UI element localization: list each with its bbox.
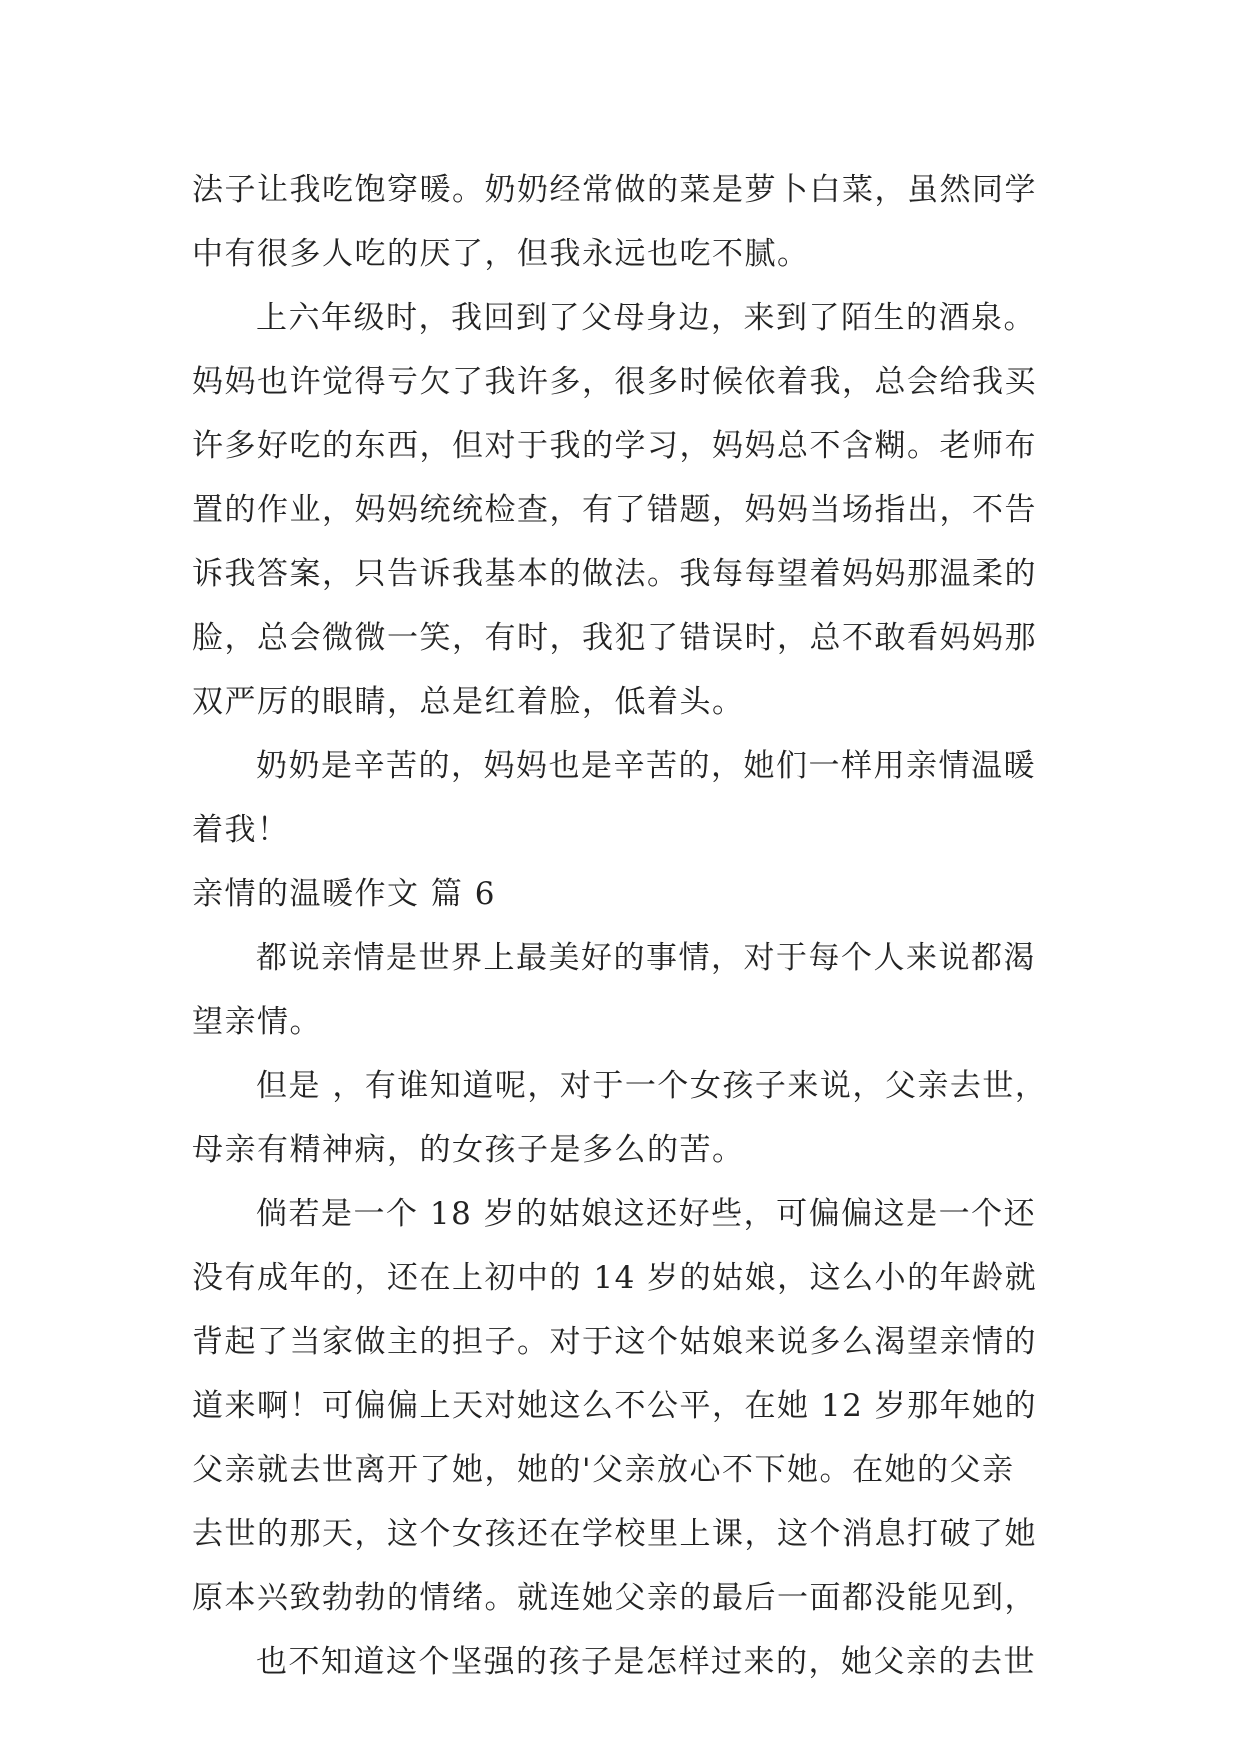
text-line: 中有很多人吃的厌了，但我永远也吃不腻。 [192,236,810,272]
text-line: 父亲就去世离开了她，她的'父亲放心不下她。在她的父亲 [192,1452,1015,1488]
text-line: 没有成年的，还在上初中的 14 岁的姑娘，这么小的年龄就 [192,1260,1038,1296]
paragraph-first-line: 都说亲情是世界上最美好的事情，对于每个人来说都渴 [256,940,1036,976]
text-line: 法子让我吃饱穿暖。奶奶经常做的菜是萝卜白菜，虽然同学 [192,172,1037,208]
paragraph-first-line: 奶奶是辛苦的，妈妈也是辛苦的，她们一样用亲情温暖 [256,748,1036,784]
paragraph-first-line: 也不知道这个坚强的孩子是怎样过来的，她父亲的去世 [256,1644,1036,1680]
text-line: 着我！ [192,812,290,848]
paragraph-first-line: 上六年级时，我回到了父母身边，来到了陌生的酒泉。 [256,300,1036,336]
text-line: 去世的那天，这个女孩还在学校里上课，这个消息打破了她 [192,1516,1037,1552]
text-line: 母亲有精神病，的女孩子是多么的苦。 [192,1132,745,1168]
text-line: 原本兴致勃勃的情绪。就连她父亲的最后一面都没能见到， [192,1580,1037,1616]
text-line: 许多好吃的东西，但对于我的学习，妈妈总不含糊。老师布 [192,428,1037,464]
text-line: 望亲情。 [192,1004,322,1040]
paragraph-first-line: 倘若是一个 18 岁的姑娘这还好些，可偏偏这是一个还 [256,1196,1037,1232]
paragraph-first-line: 但是 ，有谁知道呢，对于一个女孩子来说，父亲去世， [256,1068,1048,1104]
document-body [192,158,1072,1694]
text-line: 脸，总会微微一笑，有时，我犯了错误时，总不敢看妈妈那 [192,620,1037,656]
text-line: 双严厉的眼睛，总是红着脸，低着头。 [192,684,745,720]
text-line: 置的作业，妈妈统统检查，有了错题，妈妈当场指出，不告 [192,492,1037,528]
section-heading: 亲情的温暖作文 篇 6 [192,876,496,912]
text-line: 道来啊！可偏偏上天对她这么不公平，在她 12 岁那年她的 [192,1388,1038,1424]
text-line: 背起了当家做主的担子。对于这个姑娘来说多么渴望亲情的 [192,1324,1037,1360]
text-line: 妈妈也许觉得亏欠了我许多，很多时候依着我，总会给我买 [192,364,1037,400]
text-line: 诉我答案，只告诉我基本的做法。我每每望着妈妈那温柔的 [192,556,1037,592]
